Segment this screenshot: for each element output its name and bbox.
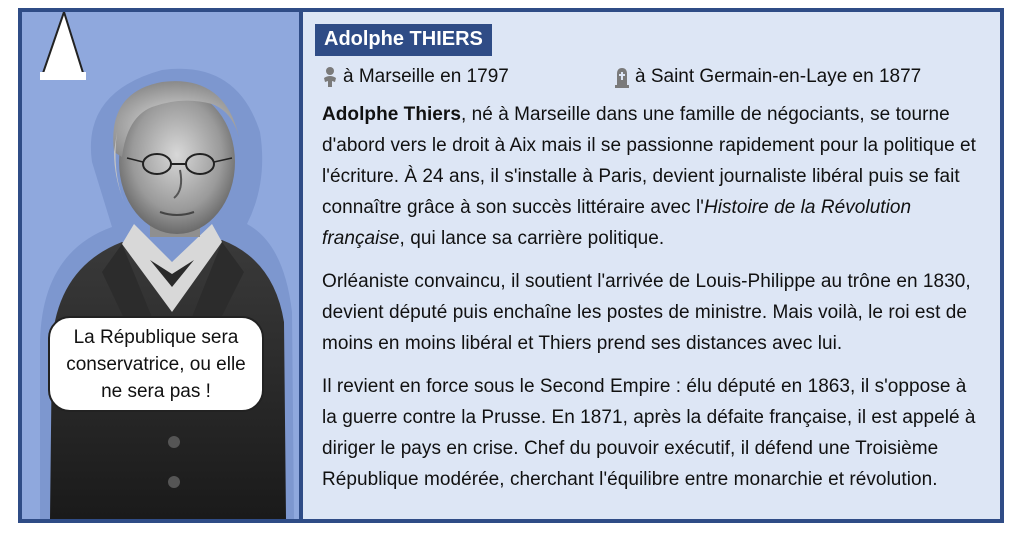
birth-text: à Marseille en 1797 [343,66,509,87]
paragraph-1 [322,99,986,254]
name-title: Adolphe THIERS [315,24,492,56]
portrait-image [22,12,299,519]
paragraph-3: Il revient en force sous le Second Empire : élu député en 1863, il s'oppose à la guerre contre la Prusse. En 1871, après la défaite française, il est appelé à diriger le pays en crise. Chef du pouvoir exécutif, il défend une Troisième République modérée, cherchant l'équilibre entre monarchie et révolution. [322,376,976,490]
quote-speech-bubble [48,316,264,412]
paragraph-2: Orléaniste convaincu, il soutient l'arrivée de Louis-Philippe au trône en 1830, devient député puis enchaîne les postes de ministre. Mais voilà, le roi est de moins en moins libéral et Thiers prend ses distances avec lui. [322,271,971,354]
death-text: à Saint Germain-en-Laye en 1877 [635,66,922,87]
paragraph-1-lead: Adolphe Thiers [322,104,461,125]
birth-info [322,66,509,88]
death-info [614,66,921,88]
baby-icon [322,66,338,88]
portrait-panel [22,12,303,519]
biography-text [322,99,986,507]
speech-bubble-tail [22,12,102,82]
paragraph-1-end: , qui lance sa carrière politique. [399,228,665,249]
book-title: Histoire de la Révolution française [322,197,912,249]
text-panel [303,12,1000,519]
quote-text: La République sera conservatrice, ou elle ne sera pas ! [66,326,246,402]
tombstone-icon [614,66,630,88]
paragraph-1-text: , né à Marseille dans une famille de négociants, se tourne d'abord vers le droit à Aix mais il se passionne rapidement pour la politique et l'écriture. À 24 ans, il s'installe à Paris, devient journaliste libéral puis se fait connaître grâce à son succès littéraire avec l' [322,104,976,218]
biography-card [18,8,1004,523]
